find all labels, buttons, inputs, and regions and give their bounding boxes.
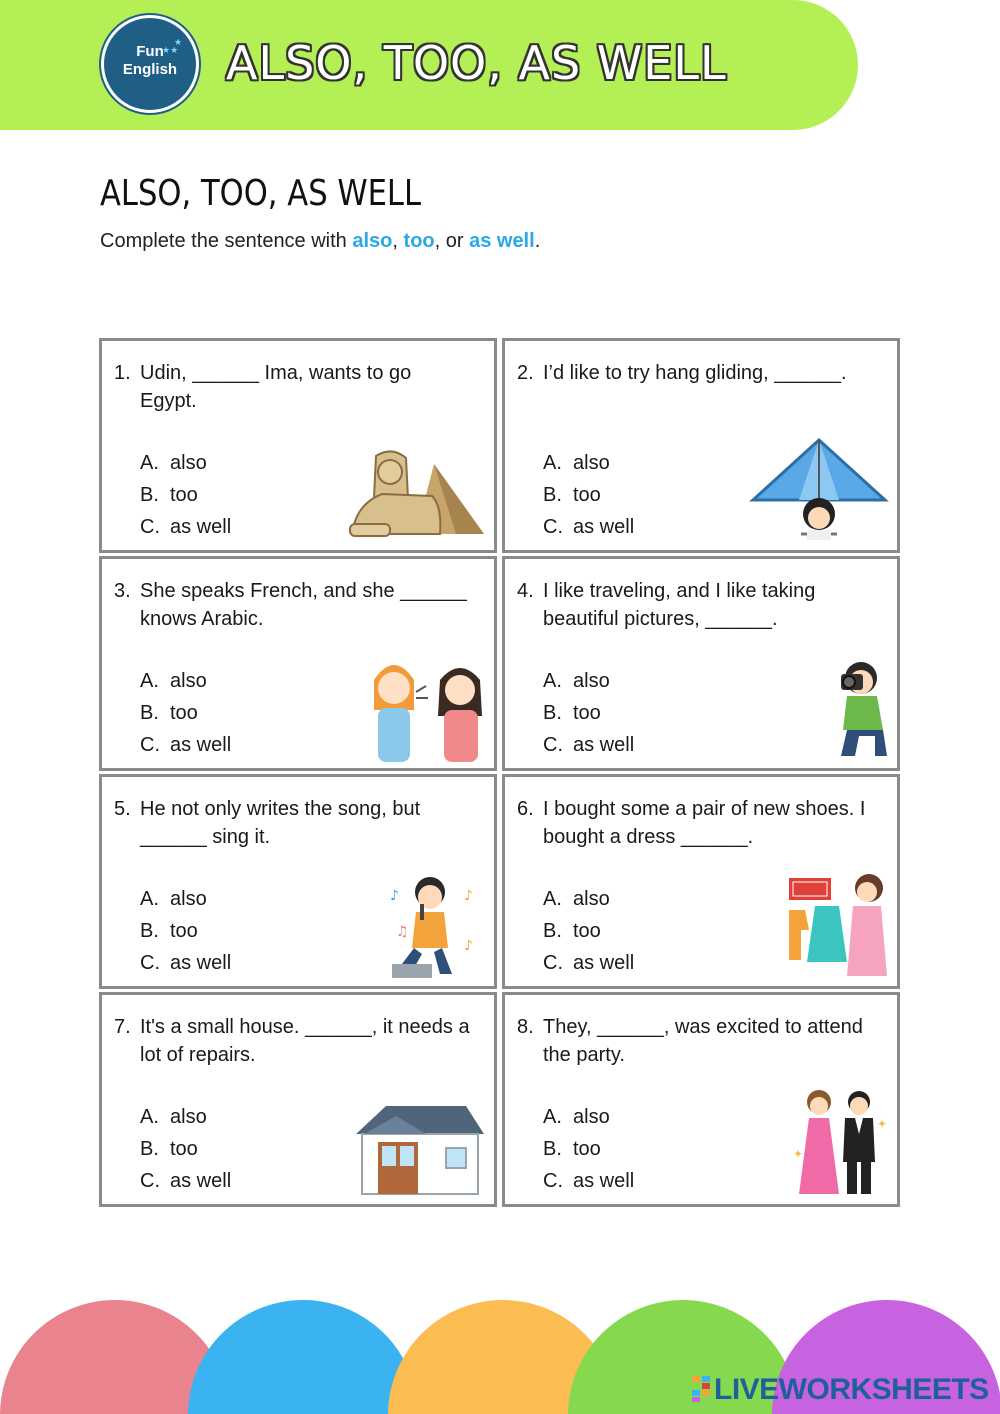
brand-name: LIVEWORKSHEETS [714, 1373, 989, 1406]
instruction-suffix: . [534, 230, 541, 252]
option-a[interactable]: A. also [140, 888, 207, 910]
svg-text:♪: ♪ [464, 888, 473, 904]
question-card-3 [99, 556, 497, 771]
option-c[interactable]: C. as well [140, 516, 232, 538]
question-card-5 [99, 774, 497, 989]
question-text: She speaks French, and she ______ knows Arabic. [140, 580, 467, 630]
option-b[interactable]: B. too [140, 920, 198, 942]
option-b[interactable]: B. too [543, 702, 601, 724]
option-b[interactable]: B. too [140, 484, 198, 506]
liveworksheets-icon [692, 1376, 710, 1402]
svg-text:♫: ♫ [396, 924, 409, 940]
svg-text:✦: ✦ [877, 1117, 888, 1131]
instruction-sep: , or [434, 230, 470, 252]
question-text: They, ______, was excited to attend the party. [543, 1016, 863, 1066]
question-number: 4. [517, 580, 534, 602]
question-card-8 [502, 992, 900, 1207]
question-grid [99, 338, 900, 1208]
fun-english-logo [101, 15, 199, 113]
options-list [543, 1101, 634, 1197]
question-card-1 [99, 338, 497, 553]
instruction-prefix: Complete the sentence with [100, 230, 353, 252]
question-text: I’d like to try hang gliding, ______. [543, 362, 847, 384]
logo-line-2: English [122, 61, 178, 78]
sphinx-pyramid-icon [346, 434, 486, 544]
question-text: I bought some a pair of new shoes. I bought a dress ______. [543, 798, 866, 848]
options-list [543, 883, 634, 979]
options-list [543, 665, 634, 761]
option-c[interactable]: C. as well [140, 952, 232, 974]
option-a[interactable]: A. also [140, 452, 207, 474]
question-card-6 [502, 774, 900, 989]
shopping-sale-icon [749, 870, 889, 980]
option-c[interactable]: C. as well [140, 734, 232, 756]
option-c[interactable]: C. as well [543, 1170, 635, 1192]
question-number: 1. [114, 362, 131, 384]
svg-text:♪: ♪ [464, 938, 473, 954]
options-list [543, 447, 634, 543]
option-a[interactable]: A. also [543, 452, 610, 474]
star-icon: ★★ [162, 45, 179, 55]
question-number: 6. [517, 798, 534, 820]
question-card-7 [99, 992, 497, 1207]
option-a[interactable]: A. also [543, 670, 610, 692]
option-b[interactable]: B. too [140, 1138, 198, 1160]
question-number: 2. [517, 362, 534, 384]
bubble-blue [188, 1300, 418, 1414]
question-text: It's a small house. ______, it needs a lot of repairs. [140, 1016, 470, 1066]
word-also: also [352, 230, 393, 252]
house-icon [346, 1088, 486, 1198]
two-girls-talking-icon [346, 652, 486, 762]
question-number: 3. [114, 580, 131, 602]
logo-line-1: Fun [136, 43, 164, 60]
star-icon: ★ [174, 37, 183, 47]
svg-text:♪: ♪ [390, 888, 399, 904]
liveworksheets-logo[interactable] [692, 1373, 989, 1407]
options-list [140, 665, 231, 761]
hang-glider-icon [749, 434, 889, 544]
photographer-icon [749, 652, 889, 762]
option-c[interactable]: C. as well [543, 516, 635, 538]
instruction-sep: , [392, 230, 404, 252]
option-b[interactable]: B. too [543, 484, 601, 506]
option-c[interactable]: C. as well [543, 734, 635, 756]
page-heading: ALSO, TOO, AS WELL [100, 173, 422, 214]
banner-title: ALSO, TOO, AS WELL [226, 36, 727, 90]
option-a[interactable]: A. also [140, 1106, 207, 1128]
question-text: I like traveling, and I like taking beautiful pictures, ______. [543, 580, 816, 630]
boy-singing-icon [346, 870, 486, 980]
option-a[interactable]: A. also [140, 670, 207, 692]
question-text: Udin, ______ Ima, wants to go Egypt. [140, 362, 412, 412]
option-a[interactable]: A. also [543, 888, 610, 910]
question-card-2 [502, 338, 900, 553]
word-too: too [403, 230, 435, 252]
word-as-well: as well [469, 230, 535, 252]
options-list [140, 883, 231, 979]
option-b[interactable]: B. too [140, 702, 198, 724]
option-c[interactable]: C. as well [543, 952, 635, 974]
svg-text:✦: ✦ [793, 1147, 804, 1161]
options-list [140, 1101, 231, 1197]
option-a[interactable]: A. also [543, 1106, 610, 1128]
header-banner [0, 0, 858, 130]
instruction-text [100, 228, 540, 254]
question-number: 5. [114, 798, 131, 820]
question-card-4 [502, 556, 900, 771]
option-b[interactable]: B. too [543, 920, 601, 942]
option-c[interactable]: C. as well [140, 1170, 232, 1192]
question-number: 8. [517, 1016, 534, 1038]
options-list [140, 447, 231, 543]
party-couple-icon [749, 1088, 889, 1198]
question-number: 7. [114, 1016, 131, 1038]
option-b[interactable]: B. too [543, 1138, 601, 1160]
question-text: He not only writes the song, but ______ sing it. [140, 798, 421, 848]
